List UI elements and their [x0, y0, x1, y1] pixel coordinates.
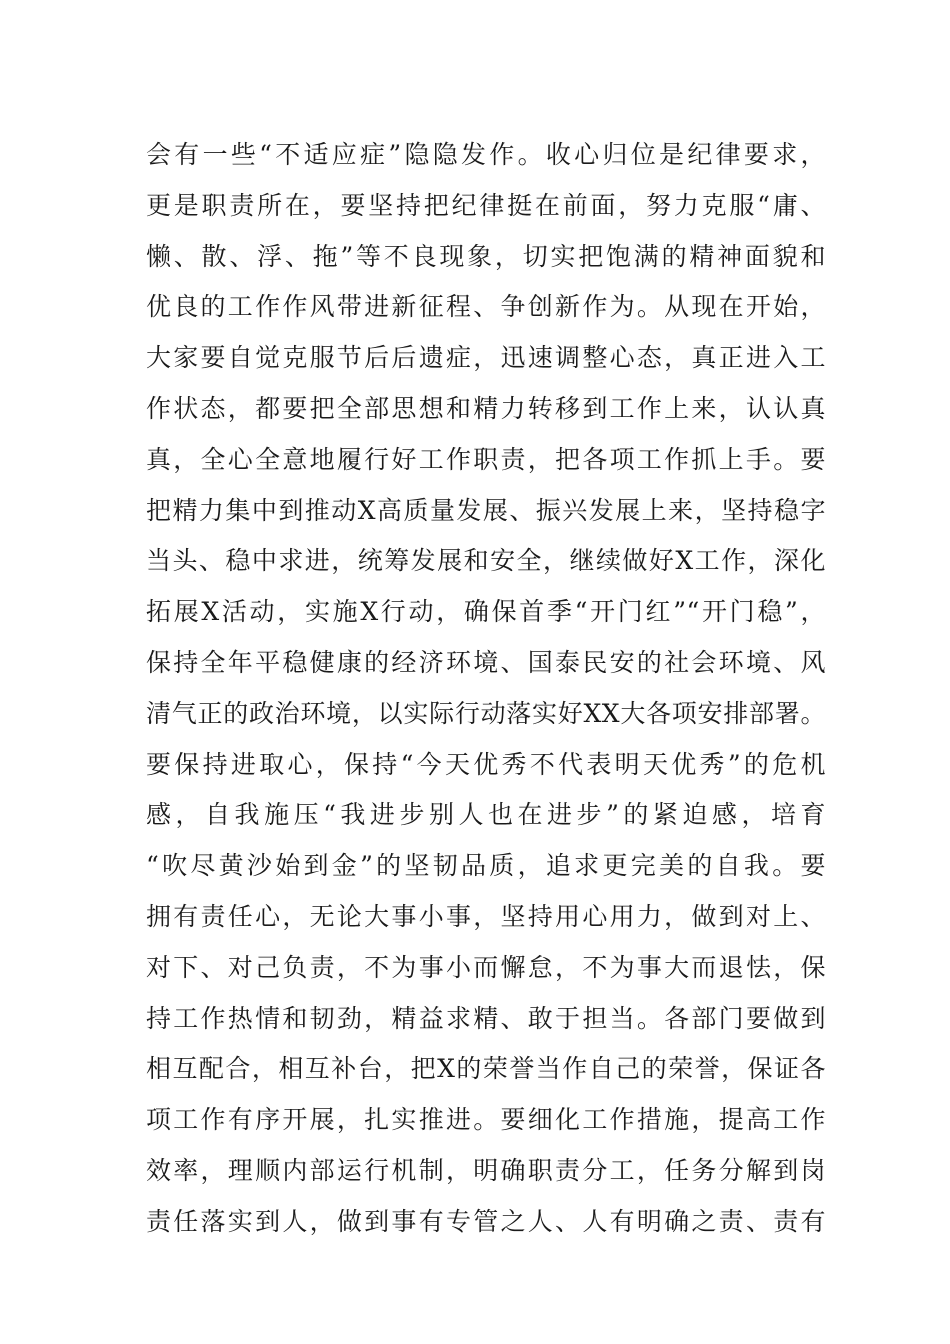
text-line: 要保持进取心，保持“今天优秀不代表明天优秀”的危机: [146, 749, 826, 779]
text-line: 更是职责所在，要坚持把纪律挺在前面，努力克服“庸、: [146, 190, 826, 220]
text-line: 真，全心全意地履行好工作职责，把各项工作抓上手。要: [146, 444, 826, 474]
text-line: 优良的工作作风带进新征程、争创新作为。从现在开始，: [146, 292, 826, 322]
text-line: 效率，理顺内部运行机制，明确职责分工，任务分解到岗: [146, 1155, 826, 1185]
body-paragraph: [146, 130, 826, 1248]
text-line: 清气正的政治环境，以实际行动落实好XX大各项安排部署。: [146, 698, 826, 728]
text-line: 相互配合，相互补台，把X的荣誉当作自己的荣誉，保证各: [146, 1054, 826, 1084]
text-line: 把精力集中到推动X高质量发展、振兴发展上来，坚持稳字: [146, 495, 826, 525]
text-line: 会有一些“不适应症”隐隐发作。收心归位是纪律要求，: [146, 140, 826, 169]
text-line: 拥有责任心，无论大事小事，坚持用心用力，做到对上、: [146, 901, 826, 931]
text-line: 责任落实到人，做到事有专管之人、人有明确之责、责有: [146, 1206, 826, 1236]
text-line: “吹尽黄沙始到金”的坚韧品质，追求更完美的自我。要: [146, 851, 826, 881]
text-line: 懒、散、浮、拖”等不良现象，切实把饱满的精神面貌和: [146, 241, 826, 271]
text-line: 拓展X活动，实施X行动，确保首季“开门红”“开门稳”，: [146, 597, 826, 627]
text-line: 感，自我施压“我进步别人也在进步”的紧迫感，培育: [146, 800, 826, 830]
text-line: 对下、对己负责，不为事小而懈怠，不为事大而退怯，保: [146, 952, 826, 982]
text-line: 保持全年平稳健康的经济环境、国泰民安的社会环境、风: [146, 647, 826, 677]
text-line: 当头、稳中求进，统筹发展和安全，继续做好X工作，深化: [146, 546, 826, 576]
text-line: 大家要自觉克服节后后遗症，迅速调整心态，真正进入工: [146, 343, 826, 373]
text-line: 项工作有序开展，扎实推进。要细化工作措施，提高工作: [146, 1105, 826, 1135]
text-line: 作状态，都要把全部思想和精力转移到工作上来，认认真: [146, 393, 826, 423]
text-line: 持工作热情和韧劲，精益求精、敢于担当。各部门要做到: [146, 1003, 826, 1033]
